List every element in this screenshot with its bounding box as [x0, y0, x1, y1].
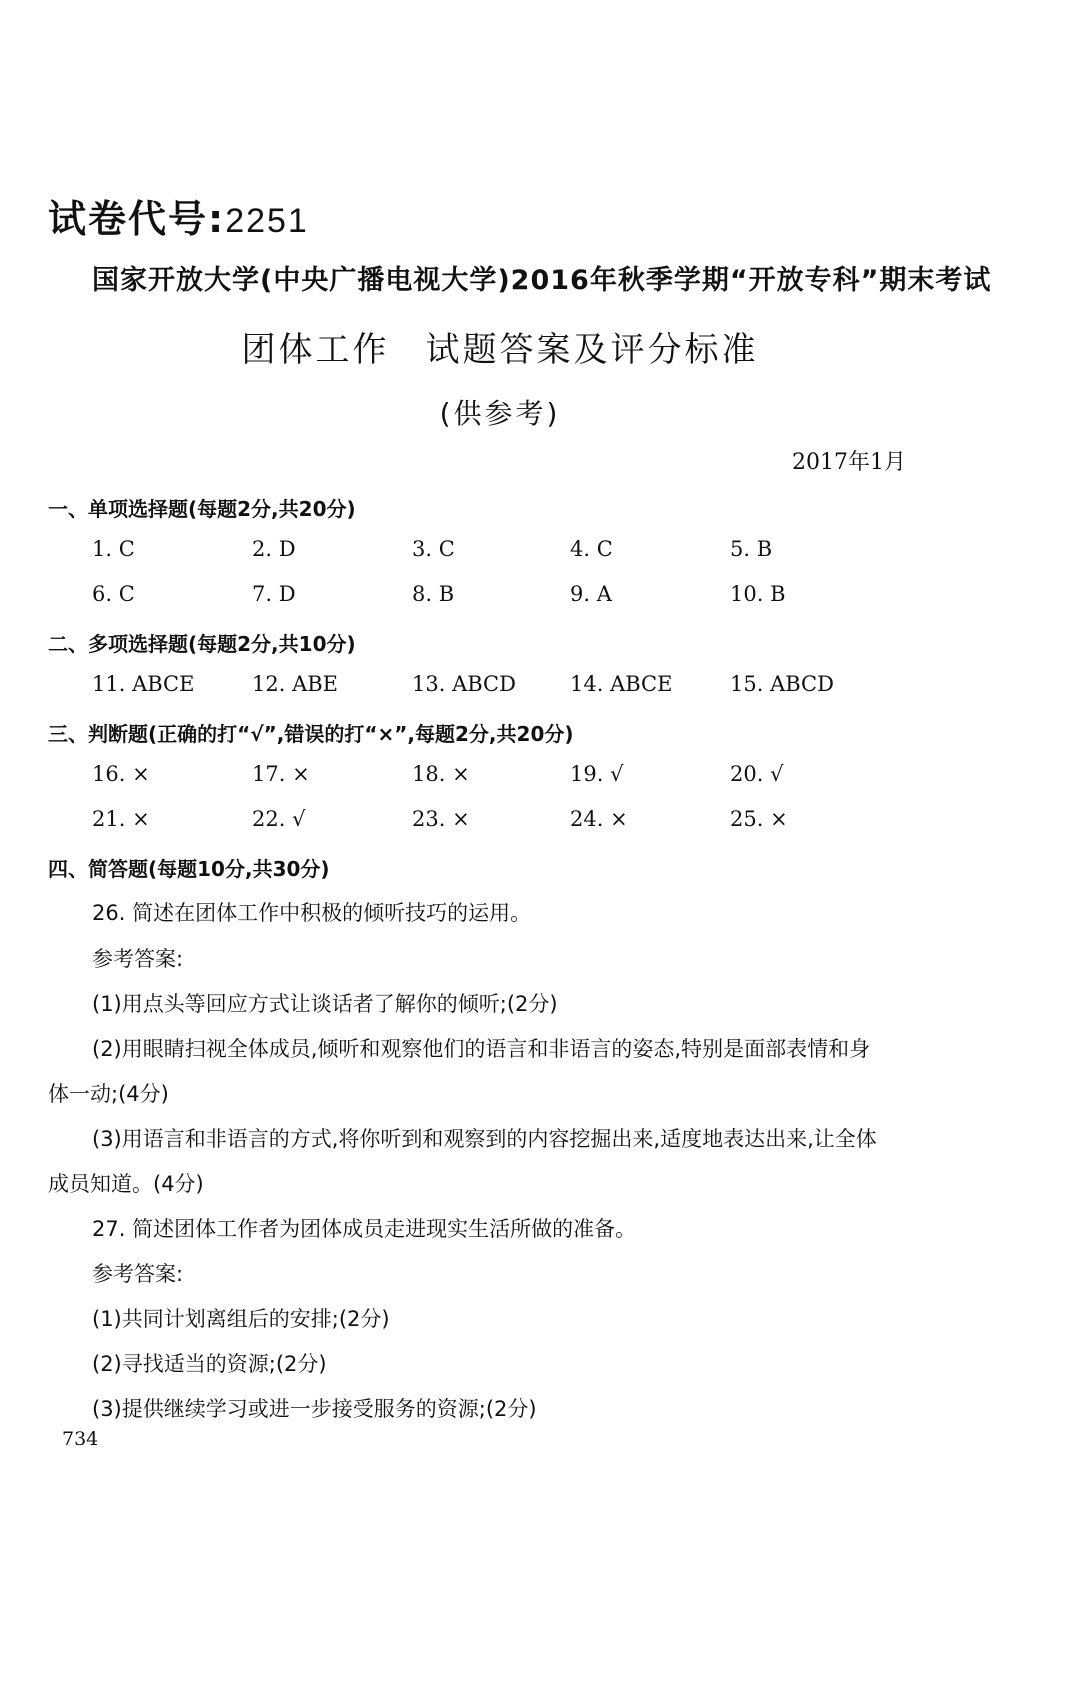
answer-item: 8. B — [412, 582, 455, 606]
document-title — [0, 322, 1000, 371]
answer-paragraph: (1)用点头等回应方式让谈话者了解你的倾听;(2分) — [92, 992, 558, 1016]
section-title-true-false: 三、判断题(正确的打“√”,错误的打“×”,每题2分,共20分) — [48, 722, 574, 746]
answer-item: 18. × — [412, 762, 470, 786]
exam-title: 国家开放大学(中央广播电视大学)2016年秋季学期“开放专科”期末考试 — [92, 265, 992, 296]
answer-item: 21. × — [92, 807, 150, 831]
answer-item: 9. A — [570, 582, 612, 606]
answer-paragraph: (1)共同计划离组后的安排;(2分) — [92, 1307, 390, 1331]
answer-paragraph: (2)用眼睛扫视全体成员,倾听和观察他们的语言和非语言的姿态,特别是面部表情和身 — [92, 1037, 871, 1061]
answer-item: 7. D — [252, 582, 296, 606]
answer-item: 17. × — [252, 762, 310, 786]
answer-item: 23. × — [412, 807, 470, 831]
answer-item: 15. ABCD — [730, 672, 834, 696]
answer-item: 20. √ — [730, 762, 784, 786]
paper-code-label: 试卷代号: — [48, 197, 226, 241]
answer-item: 16. × — [92, 762, 150, 786]
question-26: 26. 简述在团体工作中积极的倾听技巧的运用。 — [92, 901, 532, 925]
answer-paragraph-continued: 体一动;(4分) — [48, 1082, 169, 1106]
paper-code — [48, 188, 309, 243]
answer-item: 2. D — [252, 537, 296, 561]
document-type: 试题答案及评分标准 — [425, 330, 759, 370]
paper-code-number: 2251 — [225, 202, 309, 240]
answer-item: 13. ABCD — [412, 672, 516, 696]
section-title-multiple-choice: 二、多项选择题(每题2分,共10分) — [48, 632, 356, 656]
section-title-short-answer: 四、简答题(每题10分,共30分) — [48, 857, 330, 881]
reference-note: (供参考) — [439, 397, 561, 430]
answer-paragraph: (2)寻找适当的资源;(2分) — [92, 1352, 327, 1376]
course-name: 团体工作 — [241, 330, 390, 370]
answer-item: 10. B — [730, 582, 786, 606]
answer-item: 12. ABE — [252, 672, 338, 696]
page-number: 734 — [62, 1428, 99, 1450]
answer-paragraph: (3)提供继续学习或进一步接受服务的资源;(2分) — [92, 1397, 537, 1421]
section-title-single-choice: 一、单项选择题(每题2分,共20分) — [48, 497, 356, 521]
question-27: 27. 简述团体工作者为团体成员走进现实生活所做的准备。 — [92, 1217, 637, 1241]
answer-item: 1. C — [92, 537, 135, 561]
reference-answer-label: 参考答案: — [92, 947, 184, 971]
reference-answer-label: 参考答案: — [92, 1262, 184, 1286]
answer-item: 22. √ — [252, 807, 306, 831]
exam-date: 2017年1月 — [792, 450, 906, 475]
answer-item: 25. × — [730, 807, 788, 831]
answer-item: 19. √ — [570, 762, 624, 786]
answer-item: 4. C — [570, 537, 613, 561]
answer-item: 11. ABCE — [92, 672, 195, 696]
answer-item: 5. B — [730, 537, 773, 561]
answer-paragraph-continued: 成员知道。(4分) — [48, 1172, 204, 1196]
answer-item: 14. ABCE — [570, 672, 673, 696]
answer-item: 3. C — [412, 537, 455, 561]
answer-paragraph: (3)用语言和非语言的方式,将你听到和观察到的内容挖掘出来,适度地表达出来,让全体 — [92, 1127, 877, 1151]
answer-item: 6. C — [92, 582, 135, 606]
answer-item: 24. × — [570, 807, 628, 831]
